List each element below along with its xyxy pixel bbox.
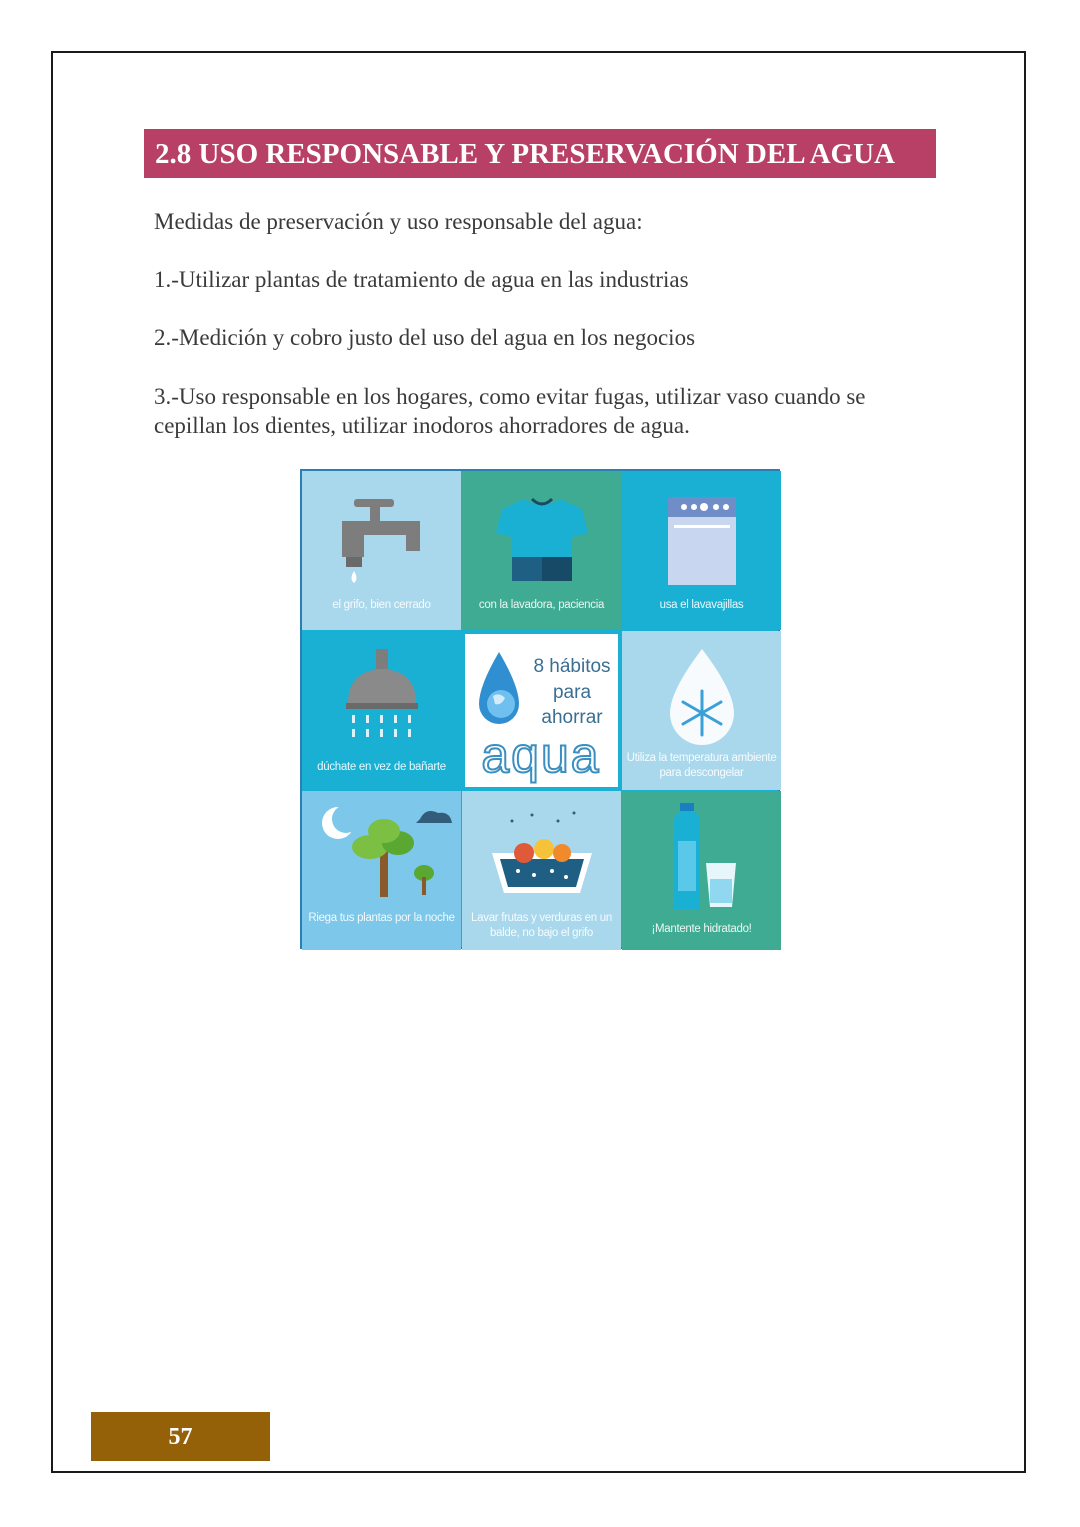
water-saving-infographic bbox=[300, 469, 780, 949]
tip-caption: usa el lavavajillas bbox=[659, 599, 744, 611]
tip-wash-fruit bbox=[462, 791, 621, 950]
tip-tap bbox=[302, 471, 461, 630]
tip-caption: ¡Mantente hidratado! bbox=[651, 923, 752, 935]
tip-hydrate bbox=[622, 791, 781, 950]
tip-dishwasher bbox=[622, 471, 781, 630]
tip-shower bbox=[302, 631, 461, 790]
title-line-2: para bbox=[552, 682, 592, 703]
intro-paragraph: Medidas de preservación y uso responsable del agua: bbox=[154, 209, 643, 234]
tree-moon-icon bbox=[302, 791, 461, 950]
list-item-2: 2.-Medición y cobro justo del uso del agua en los negocios bbox=[154, 325, 696, 350]
section-title: 2.8 USO RESPONSABLE Y PRESERVACIÓN DEL AGUA bbox=[144, 129, 936, 178]
list-item-3: 3.-Uso responsable en los hogares, como evitar fugas, utilizar vaso cuando se cepillan los dientes, utilizar inodoros ahorradores de agua. bbox=[154, 384, 866, 438]
tip-caption: Utiliza la temperatura ambiente para descongelar bbox=[626, 752, 777, 779]
aqua-word: aqua bbox=[481, 727, 601, 783]
tip-caption: dúchate en vez de bañarte bbox=[317, 761, 446, 773]
tip-washer bbox=[462, 471, 621, 630]
tip-caption: con la lavadora, paciencia bbox=[478, 599, 605, 611]
tip-plants bbox=[302, 791, 461, 950]
tip-caption: el grifo, bien cerrado bbox=[332, 599, 431, 611]
tip-defrost bbox=[622, 631, 781, 790]
page-number: 57 bbox=[91, 1412, 270, 1461]
title-line-3: ahorrar bbox=[541, 707, 603, 728]
infographic-title-card bbox=[462, 631, 621, 790]
title-line-1: 8 hábitos bbox=[533, 656, 611, 677]
tip-caption: Riega tus plantas por la noche bbox=[308, 912, 455, 924]
list-item-1: 1.-Utilizar plantas de tratamiento de agua en las industrias bbox=[154, 267, 689, 292]
tip-caption: Lavar frutas y verduras en un balde, no bajo el grifo bbox=[471, 912, 612, 939]
